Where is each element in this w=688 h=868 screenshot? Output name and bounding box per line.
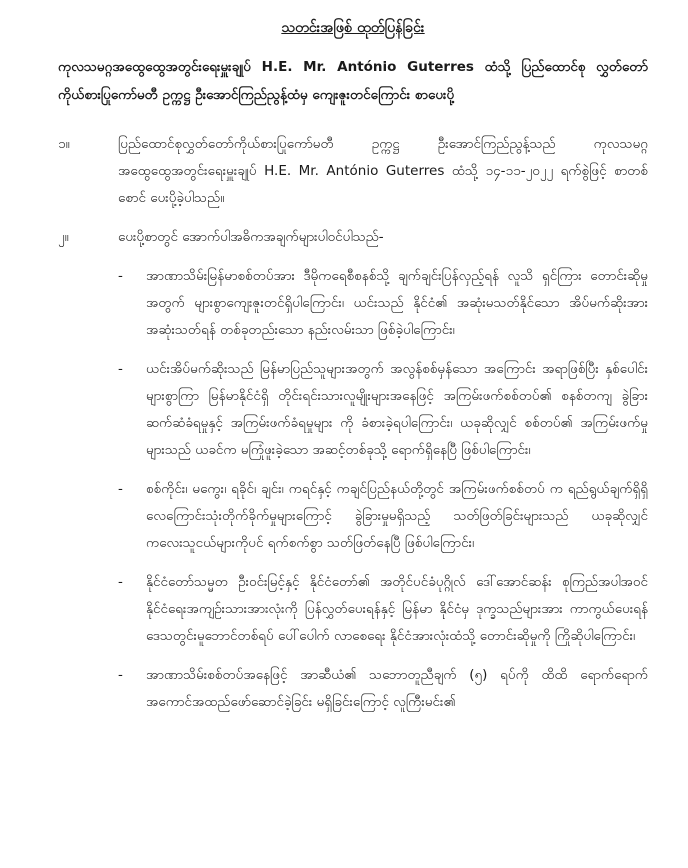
bullet-dash: - <box>118 361 123 377</box>
list-item <box>118 356 648 464</box>
paragraph-text: ပေးပို့စာတွင် အောက်ပါအဓိကအချက်များပါဝင်ပါသည်- <box>118 229 384 245</box>
list-item <box>118 569 648 650</box>
bullet-text: အာဏာသိမ်းစစ်တပ်အနေဖြင့် အာဆီယံ၏ သဘောတူညီချက် (၅) ရပ်ကို ထိထိ ရောက်ရောက် အကောင်အထည်ဖော်ဆောင်ခဲ့ခြင်း မရှိခြင်းကြောင့် လူကြီးမင်း၏ <box>146 667 648 710</box>
bullet-text: ယင်းအိပ်မက်ဆိုးသည် မြန်မာပြည်သူများအတွက် အလွန်စစ်မှန်သော အကြောင်း အရာဖြစ်ပြီး နှစ်ပေါင်းများစွာကြာ မြန်မာနိုင်ငံရှိ တိုင်းရင်းသားလူမျိုးများအနေဖြင့် အကြမ်းဖက်စစ်တပ်၏ စနစ်တကျ ခွဲခြားဆက်ဆံခံရမှုနှင့် အကြမ်းဖက်ခံရမှုများ ကို ခံစားခဲ့ရပါကြောင်း၊ ယခုဆိုလျှင် စစ်တပ်၏ အကြမ်းဖက်မှုများသည် ယခင်က မကြုံဖူးခဲ့သော အဆင့်တစ်ခုသို့ ရောက်ရှိနေပြီ ဖြစ်ပါကြောင်း၊ <box>146 361 648 458</box>
bullet-text: အာဏာသိမ်းမြန်မာစစ်တပ်အား ဒီမိုကရေစီစနစ်သို့ ချက်ချင်းပြန်လှည့်ရန် လူသိ ရှင်ကြား တောင်းဆိုမှုအတွက် များစွာကျေးဇူးတင်ရှိပါကြောင်း၊ ယင်းသည် နိုင်ငံ၏ အဆုံးမသတ်နိုင်သော အိပ်မက်ဆိုးအား အဆုံးသတ်ရန် တစ်ခုတည်းသော နည်းလမ်းသာ ဖြစ်ခဲ့ပါကြောင်း၊ <box>146 268 648 338</box>
paragraph-2 <box>58 224 648 251</box>
bullet-dash: - <box>118 481 123 497</box>
bullet-text: နိုင်ငံတော်သမ္မတ ဦးဝင်းမြင့်နှင့် နိုင်ငံတော်၏ အတိုင်ပင်ခံပုဂ္ဂိုလ် ဒေါ်အောင်ဆန်း စုကြည်အပါအဝင် နိုင်ငံရေးအကျဉ်းသားအားလုံးကို ပြန်လွှတ်ပေးရန်နှင့် မြန်မာ နိုင်ငံမှ ဒုက္ခသည်များအား ကာကွယ်ပေးရန် ဒေသတွင်းမူဘောင်တစ်ရပ် ပေါ်ပေါက် လာစေရေး နိုင်ငံအားလုံးထံသို့ တောင်းဆိုမှုကို ကြိုဆိုပါကြောင်း၊ <box>146 574 648 644</box>
paragraph-number: ၁။ <box>58 136 70 152</box>
paragraph-1 <box>58 131 648 212</box>
paragraph-text: ပြည်ထောင်စုလွှတ်တော်ကိုယ်စားပြုကော်မတီ ဥက္ကဋ္ဌ ဦးအောင်ကြည်ညွန့်သည် ကုလသမဂ္ဂအထွေထွေအတွင်းရေးမှူးချုပ် H.E. Mr. António Guterres ထံသို့ ၁၄-၁၁-၂၀၂၂ ရက်စွဲဖြင့် စာတစ်စောင် ပေးပို့ခဲ့ပါသည်။ <box>118 136 648 206</box>
document-title: သတင်းအဖြစ် ထုတ်ပြန်ခြင်း <box>281 20 425 36</box>
key-points-list <box>118 263 648 716</box>
list-item <box>118 662 648 716</box>
list-item <box>118 263 648 344</box>
list-item <box>118 476 648 557</box>
paragraph-number: ၂။ <box>58 229 69 245</box>
document-subtitle: ကုလသမဂ္ဂအထွေထွေအတွင်းရေးမှူးချုပ် H.E. Mr. António Guterres ထံသို့ ပြည်ထောင်စု လွှတ်တော်ကိုယ်စားပြုကော်မတီ ဥက္ကဋ္ဌ ဦးအောင်ကြည်ညွန့်ထံမှ ကျေးဇူးတင်ကြောင်း စာပေးပို့ <box>58 59 648 103</box>
bullet-text: စစ်ကိုင်း၊ မကွေး၊ ရခိုင်၊ ချင်း၊ ကရင်နှင့် ကချင်ပြည်နယ်တို့တွင် အကြမ်းဖက်စစ်တပ် က ရည်ရွယ်ချက်ရှိရှိ လေကြောင်းသုံးတိုက်ခိုက်မှုများကြောင့် ခွဲခြားမှုမရှိသည့် သတ်ဖြတ်ခြင်းများသည် ယခုဆိုလျှင် ကလေးသူငယ်များကိုပင် ရက်စက်စွာ သတ်ဖြတ်နေပြီ ဖြစ်ပါကြောင်း၊ <box>146 481 648 551</box>
bullet-dash: - <box>118 667 123 683</box>
bullet-dash: - <box>118 574 123 590</box>
bullet-dash: - <box>118 268 123 284</box>
